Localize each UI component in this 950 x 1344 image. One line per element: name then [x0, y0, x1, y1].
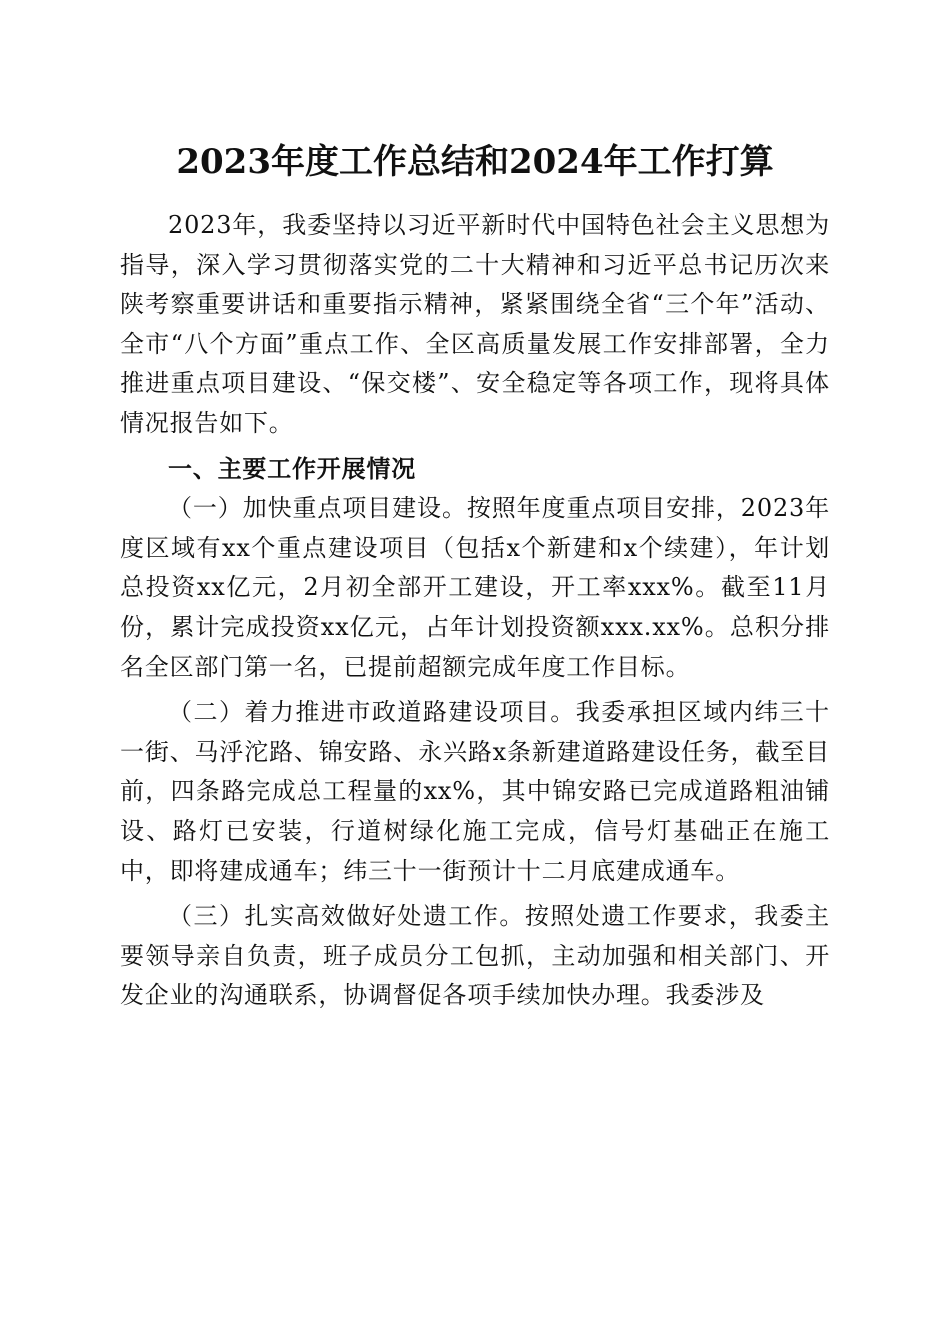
- paragraph-item-2: （二）着力推进市政道路建设项目。我委承担区域内纬三十一街、马泘沱路、锦安路、永兴路x条新建道路建设任务，截至目前，四条路完成总工程量的xx%，其中锦安路已完成道路粗油铺设、路灯已安装，行道树绿化施工完成，信号灯基础正在施工中，即将建成通车；纬三十一街预计十二月底建成通车。: [120, 698, 830, 885]
- document-body: [120, 206, 830, 1016]
- document-title: 2023年度工作总结和2024年工作打算: [176, 142, 774, 182]
- paragraph-item-3: （三）扎实高效做好处遗工作。按照处遗工作要求，我委主要领导亲自负责，班子成员分工包抓，主动加强和相关部门、开发企业的沟通联系，协调督促各项手续加快办理。我委涉及: [120, 902, 830, 1010]
- intro-paragraph: 2023年，我委坚持以习近平新时代中国特色社会主义思想为指导，深入学习贯彻落实党的二十大精神和习近平总书记历次来陕考察重要讲话和重要指示精神，紧紧围绕全省“三个年”活动、全市“八个方面”重点工作、全区高质量发展工作安排部署，全力推进重点项目建设、“保交楼”、安全稳定等各项工作，现将具体情况报告如下。: [120, 211, 830, 437]
- section-heading-main-work: 一、主要工作开展情况: [168, 454, 416, 483]
- paragraph-item-1: （一）加快重点项目建设。按照年度重点项目安排，2023年度区域有xx个重点建设项目（包括x个新建和x个续建），年计划总投资xx亿元，2月初全部开工建设，开工率xxx%。截至11月份，累计完成投资xx亿元，占年计划投资额xxx.xx%。总积分排名全区部门第一名，已提前超额完成年度工作目标。: [120, 494, 830, 681]
